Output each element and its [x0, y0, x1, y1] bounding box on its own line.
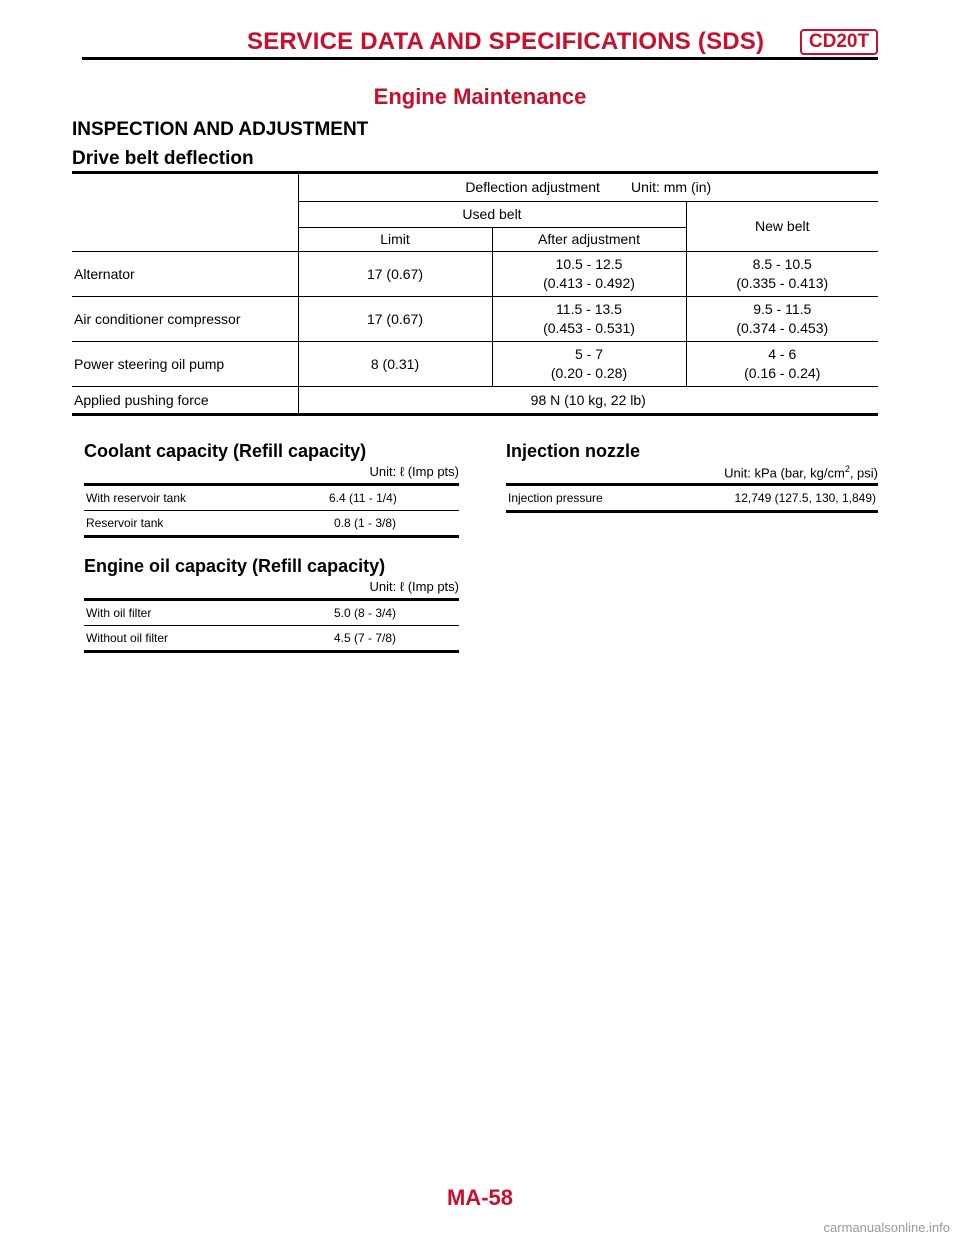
- table-row: [84, 485, 459, 511]
- after-adjustment-header: After adjustment: [492, 228, 686, 252]
- engine-code-badge: CD20T: [800, 29, 878, 55]
- section-title: INSPECTION AND ADJUSTMENT: [72, 119, 369, 140]
- engine-oil-unit: Unit: ℓ (Imp pts): [369, 579, 459, 594]
- row-label: With reservoir tank: [84, 485, 329, 511]
- coolant-table: [84, 483, 459, 538]
- new-belt-value: 4 - 6 (0.16 - 0.24): [686, 342, 878, 387]
- new-belt-value: 8.5 - 10.5 (0.335 - 0.413): [686, 252, 878, 297]
- table-row: [72, 387, 878, 415]
- table-row: [506, 485, 878, 512]
- table-row: [84, 600, 459, 626]
- row-value: 0.8 (1 - 3/8): [329, 511, 459, 537]
- limit-header: Limit: [298, 228, 492, 252]
- watermark: carmanualsonline.info: [823, 1220, 950, 1235]
- row-value: 12,749 (127.5, 130, 1,849): [722, 485, 878, 512]
- new-belt-header: New belt: [686, 202, 878, 252]
- row-label: Air conditioner compressor: [72, 297, 298, 342]
- blank-header-cell: [72, 173, 298, 252]
- new-belt-value: 9.5 - 11.5 (0.374 - 0.453): [686, 297, 878, 342]
- after-adjustment-value: 5 - 7 (0.20 - 0.28): [492, 342, 686, 387]
- table-row: [72, 342, 878, 387]
- table-row: [72, 297, 878, 342]
- injection-unit: Unit: kPa (bar, $kg/cm^2$, psi): [724, 464, 878, 481]
- limit-value: 8 (0.31): [298, 342, 492, 387]
- engine-oil-title: Engine oil capacity (Refill capacity): [84, 556, 386, 576]
- injection-nozzle-title: Injection nozzle: [506, 441, 641, 461]
- injection-table: [506, 483, 878, 513]
- row-label: Applied pushing force: [72, 387, 298, 415]
- table-row: [72, 252, 878, 297]
- table-row: [84, 511, 459, 537]
- header-rule: [82, 57, 878, 60]
- used-belt-header: Used belt: [298, 202, 686, 228]
- row-value: 5.0 (8 - 3/4): [334, 600, 459, 626]
- limit-value: 17 (0.67): [298, 297, 492, 342]
- page-number: MA-58: [446, 1185, 513, 1210]
- row-value: 4.5 (7 - 7/8): [334, 626, 459, 652]
- coolant-title: Coolant capacity (Refill capacity): [84, 441, 367, 461]
- engine-oil-table: [84, 598, 459, 653]
- page-title: Engine Maintenance: [373, 84, 587, 109]
- drive-belt-title: Drive belt deflection: [72, 148, 254, 169]
- limit-value: 17 (0.67): [298, 252, 492, 297]
- deflection-header: Deflection adjustment Unit: mm (in): [298, 173, 878, 202]
- row-label: Power steering oil pump: [72, 342, 298, 387]
- header-title: SERVICE DATA AND SPECIFICATIONS (SDS): [247, 28, 765, 55]
- row-value: 6.4 (11 - 1/4): [329, 485, 459, 511]
- table-row: [84, 626, 459, 652]
- page-header: [82, 28, 878, 60]
- pushing-force-value: 98 N (10 kg, 22 lb): [298, 387, 878, 415]
- row-label: Alternator: [72, 252, 298, 297]
- after-adjustment-value: 10.5 - 12.5 (0.413 - 0.492): [492, 252, 686, 297]
- row-label: Injection pressure: [506, 485, 722, 512]
- row-label: With oil filter: [84, 600, 334, 626]
- after-adjustment-value: 11.5 - 13.5 (0.453 - 0.531): [492, 297, 686, 342]
- drive-belt-table: [72, 171, 878, 416]
- coolant-unit: Unit: ℓ (Imp pts): [369, 464, 459, 479]
- row-label: Without oil filter: [84, 626, 334, 652]
- row-label: Reservoir tank: [84, 511, 329, 537]
